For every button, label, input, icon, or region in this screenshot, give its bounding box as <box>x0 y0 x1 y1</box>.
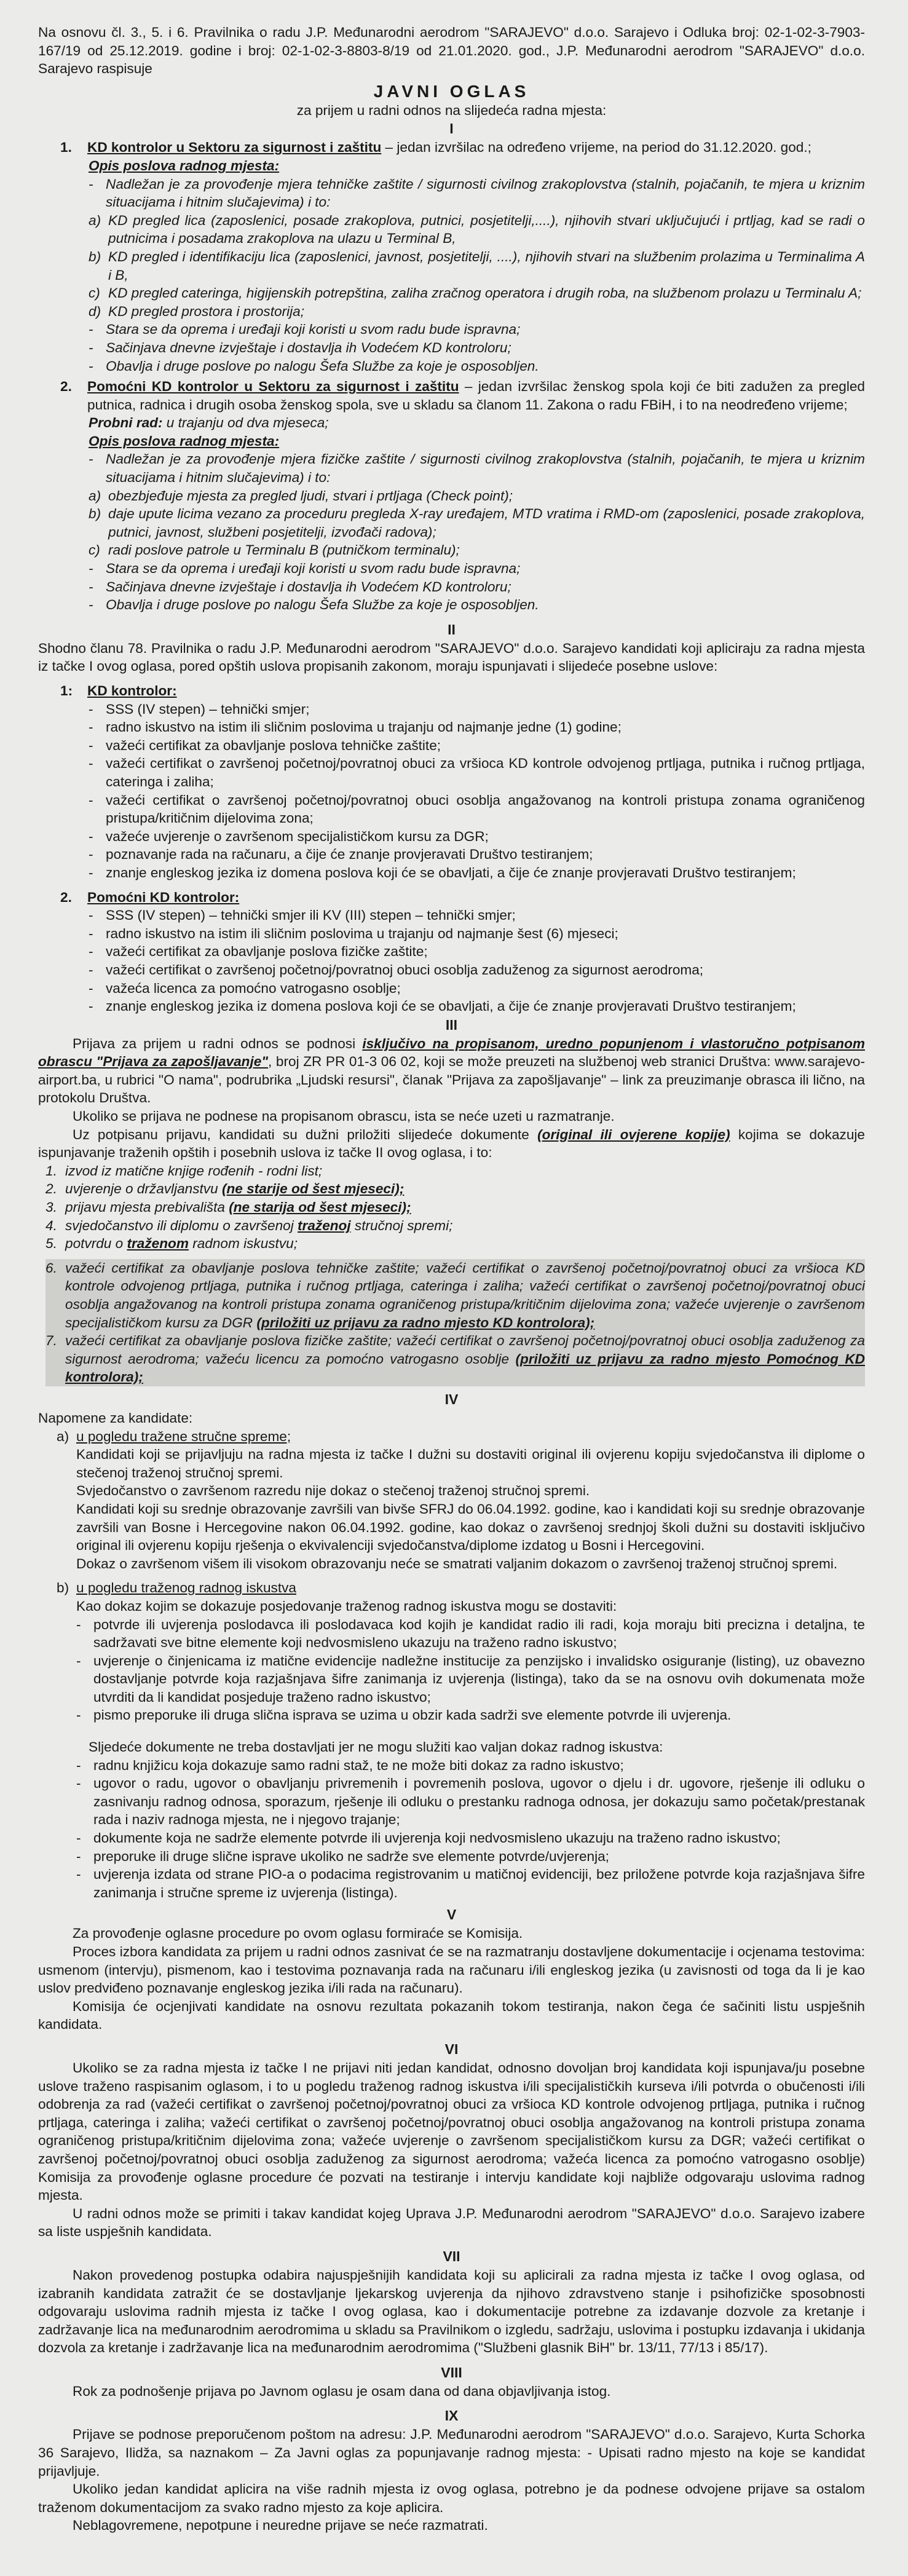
section-ix-paragraph: Neblagovremene, nepotpune i neuredne prijave se neće razmatrati. <box>73 2518 488 2534</box>
section-v-paragraph: Komisija će ocjenjivati kandidate na osnovu rezultata pokazanih tokom testiranja, nakon čega će sačiniti listu uspješnih kandidata. <box>38 1998 865 2033</box>
invalid-proof-item: - uvjerenja izdata od strane PIO-a o podacima registrovanim u matičnoj evidenciji, bez priložene potvrde koja razjašnjava šifre zanimanja i stručne spreme iz uvjerenja (listinga). <box>76 1867 865 1900</box>
note-b-item: - pismo preporuke ili druga slična isprava se uzima u obzir kada sadrži sve elemente potvrde ili uvjerenja. <box>76 1707 732 1723</box>
duties-2-heading: Opis poslova radnog mjesta: <box>89 433 280 449</box>
duties-1-item: a) KD pregled lica (zaposlenici, posade zrakoplova, putnici, posjetitelji,....), njihovih stvari uključujući i prtljag, kad se radi o putnicima i posadama zrakoplova na ulazu u Terminal B, <box>89 212 865 247</box>
req-2-item: - važeća licenca za pomoćno vatrogasno osoblje; <box>89 980 401 996</box>
duties-2-item: b) daje upute licima vezano za proceduru pregleda X-ray uređajem, MTD vratima i RMD-om (zaposlenici, posade zrakoplova, putnici, javnost, službeni posjetitelji, izvođači radova); <box>89 506 865 540</box>
req-1-item: - važeći certifikat o završenoj početnoj/povratnoj obuci osoblja angažovanog na kontroli pristupa zonama ograničenog pristupa/kritičnim dijelovima zona; <box>89 792 865 826</box>
note-a-paragraph: Svjedočanstvo o završenom razredu nije dokaz o stečenoj traženoj stručnoj spremi. <box>76 1483 590 1499</box>
note-a-body <box>38 1445 865 1573</box>
section-v-heading: V <box>446 1906 457 1923</box>
document-item: 1. izvod iz matične knjige rođenih - rodni list; <box>45 1163 323 1179</box>
req-1-item: - radno iskustvo na istim ili sličnim poslovima u trajanju od najmanje jedne (1) godine; <box>89 719 622 735</box>
req-2-item: - važeći certifikat za obavljanje poslova fizičke zaštite; <box>89 944 428 960</box>
req-2: 2. Pomoćni KD kontrolor: <box>38 888 865 907</box>
req-1-item: - važeći certifikat za obavljanje poslova tehničke zaštite; <box>89 737 441 753</box>
document-item-6: 6. važeći certifikat za obavljanje poslova tehničke zaštite; važeći certifikat o završenoj početnoj/povratnoj obuci za vršioca KD kontrole odvojenog prtljaga, putnika i ručnog prtljaga, cateringa i zaliha; važeći certifikat o završenoj početnoj/povratnoj obuci osoblja angažovanog na kontroli pristupa zonama ograničenog pristupa/kritičnim dijelovima zona; važeće uvjerenje o završenom specijalističkom kursu za DGR (priložiti uz prijavu za radno mjesto KD kontrolora); <box>45 1259 865 1332</box>
duties-1-intro: - Nadležan je za provođenje mjera tehničke zaštite / sigurnosti civilnog zrakoplovstva (stalnih, pojačanih, te mjera u kriznim situacijama i hitnim slučajevima) i to: <box>89 176 865 210</box>
req-1-item: - poznavanje rada na računaru, a čije će znanje provjeravati Društvo testiranjem; <box>89 847 593 863</box>
section-ix-paragraph: Prijave se podnose preporučenom poštom na adresu: J.P. Međunarodni aerodrom "SARAJEVO" d.o.o. Sarajevo, Kurta Schorka 36 Sarajevo, Ilidža, sa naznakom – Za Javni oglas za popunjavanje radnog mjesta: - Upisati radno mjesto na koje se kandidat prijavljuje. <box>38 2427 865 2479</box>
note-a-paragraph: Kandidati koji su srednje obrazovanje završili van bivše SFRJ do 06.04.1992. godine, kao i kandidati koji su srednje obrazovanje završili van Bosne i Hercegovine nakon 06.04.1992. godine, kao dokaz o završenoj srednjoj školi dužni su dostaviti isključivo original ili ovjerenu kopiju rješenja o ekvivalenciji svjedočanstva/diplome izdatog u Bosni i Hercegovini. <box>76 1501 865 1554</box>
position-2-terms: – jedan izvršilac ženskog spola koji će biti zadužen za pregled putnica, radnica i drugih osoba ženskog spola, sve u skladu sa članom 11. Zakona o radu FBiH, i to na neodređeno vrijeme; <box>87 379 866 413</box>
notes-heading: Napomene za kandidate: <box>38 1410 193 1426</box>
note-a-paragraph: Dokaz o završenom višem ili visokom obrazovanju neće se smatrati valjanim dokazom o završenoj traženoj stručnoj spremi. <box>76 1555 838 1571</box>
duties-2-dash: - Stara se da oprema i uređaji koji koristi u svom radu bude ispravna; <box>89 561 521 577</box>
req-1-item: - važeće uvjerenje o završenom specijalističkom kursu za DGR; <box>89 828 489 844</box>
duties-1-heading: Opis poslova radnog mjesta: <box>89 157 280 173</box>
duties-2-item: c) radi poslove patrole u Terminalu B (putničkom terminalu); <box>89 542 460 558</box>
req-1-item: - znanje engleskog jezika iz domena poslova koji će se obavljati, a čije će znanje provjeravati Društvo testiranjem; <box>89 864 796 880</box>
req-1-title: KD kontrolor: <box>87 683 177 698</box>
position-1-number: 1. <box>60 140 72 156</box>
application-form-paragraph: Prijava za prijem u radni odnos se podnosi isključivo na propisanom, uredno popunjenom i vlastoručno potpisanom obrascu "Prijava za zapošljavanje", broj ZR PR 01-3 06 02, koji se može preuzeti na službenoj web stranici Društva: www.sarajevo-airport.ba, u rubrici "O nama", podrubrika „Ljudski resursi", članak "Prijava za zapošljavanje" – link za preuzimanje obrasca ili lično, na protokolu Društva. <box>38 1035 866 1106</box>
duties-2-dash: - Sačinjava dnevne izvještaje i dostavlja ih Vodećem KD kontroloru; <box>89 579 511 595</box>
note-b-item: - uvjerenje o činjenicama iz matične evidencije nadležne institucije za penzijsko i invalidsko osiguranje (listing), uz obavezno dostavljanje potvrde koja razjašnjava šifre zanimanja iz uvjerenja (listinga), tako da se na osnovu ovih dokumenata može utvrditi da li kandidat posjeduje traženo radno iskustvo; <box>76 1653 865 1705</box>
section-i-heading: I <box>449 121 454 137</box>
section-vi-paragraph: Ukoliko se za radna mjesta iz tačke I ne prijavi niti jedan kandidat, odnosno dovoljan broj kandidata koji ispunjava/ju posebne uslove traženo raspisanim oglasom, i to u pogledu traženog radnog iskustva i/ili specijalističkih kurseva i/ili potvrda o obučenosti i/ili odobrenja za rad (važeći certifikat o završenoj početnoj/povratnoj obuci za vršioca KD kontrole odvojenog prtljaga, putnika i ručnog prtljaga, cateringa i zaliha; važeći certifikat o završenoj početnoj/povratnoj obuci osoblja angažovanog na kontroli pristupa zonama ograničenog pristupa/kritičnim dijelovima zona; važeće uvjerenje o završenom specijalističkom kursu za DGR; važeći certifikat o završenoj početnoj/povratnoj obuci osoblja zaduženog za sigurnost aerodroma; važeća licenca za pomoćno vatrogasno osoblje) Komisija za provođenje oglasne procedure će pozvati na testiranje i intervju kandidate koji najbliže odgovaraju uslovima radnog mjesta. <box>38 2060 865 2203</box>
section-ii-intro: Shodno članu 78. Pravilnika o radu J.P. Međunarodni aerodrom "SARAJEVO" d.o.o. Sarajevo kandidati koji apliciraju za radna mjesta iz tačke I ovog oglasa, pored opštih uslova propisanih zakonom, moraju ispunjavati i slijedeće posebne uslove: <box>38 640 865 674</box>
duties-1-item: b) KD pregled i identifikaciju lica (zaposlenici, javnost, posjetitelji, ....), njihovih stvari na službenim prolazima u Terminalima A i B, <box>89 248 865 283</box>
section-vi-paragraph: U radni odnos može se primiti i takav kandidat kojeg Uprava J.P. Međunarodni aerodrom "SARAJEVO" d.o.o. Sarajevo izabere sa liste uspješnih kandidata. <box>38 2205 865 2240</box>
position-1-title: KD kontrolor u Sektoru za sigurnost i zaštitu <box>87 140 382 156</box>
req-2-item: - znanje engleskog jezika iz domena poslova koji će se obavljati, a čije će znanje provjeravati Društvo testiranjem; <box>89 998 796 1014</box>
section-viii-heading: VIII <box>441 2364 462 2380</box>
duties-2-item: a) obezbjeđuje mjesta za pregled ljudi, stvari i prtljaga (Check point); <box>89 488 513 504</box>
document-item-7: 7. važeći certifikat za obavljanje poslova fizičke zaštite; važeći certifikat o završenoj početnoj/povratnoj obuci osoblja zaduženog za sigurnost aerodroma; važeću licencu za pomoćno vatrogasno osoblje (priložiti uz prijavu za radno mjesto Pomoćnog KD kontrolora); <box>45 1332 865 1386</box>
invalid-proof-item: - preporuke ili druge slične isprave ukoliko ne sadrže sve elemente potvrde/uvjerenja; <box>76 1848 609 1864</box>
section-iv-heading: IV <box>444 1391 459 1407</box>
invalid-proof-intro: Sljedeće dokumente ne treba dostavljati jer ne mogu služiti kao valjan dokaz radnog iskustva: <box>89 1739 663 1755</box>
position-2-number: 2. <box>60 379 72 395</box>
ad-subtitle: za prijem u radni odnos na slijedeća radna mjesta: <box>296 102 607 118</box>
form-requirement-note: Ukoliko se prijava ne podnese na propisanom obrascu, ista se neće uzeti u razmatranje. <box>73 1108 615 1124</box>
invalid-proof-item: - radnu knjižicu koja dokazuje samo radni staž, te ne može biti dokaz za radno iskustvo; <box>76 1757 624 1773</box>
intro-paragraph: Na osnovu čl. 3., 5. i 6. Pravilnika o radu J.P. Međunarodni aerodrom "SARAJEVO" d.o.o. Sarajevo i Odluka broj: 02-1-02-3-7903-167/19 od 25.12.2019. godine i broj: 02-1-02-3-8803-8/19 od 21.01.2020. god., J.P. Međunarodni aerodrom "SARAJEVO" d.o.o. Sarajevo raspisuje <box>38 25 865 77</box>
duties-1-item: d) KD pregled prostora i prostorija; <box>89 303 304 319</box>
duties-2-dash: - Obavlja i druge poslove po nalogu Šefa Službe za koje je osposobljen. <box>89 597 539 613</box>
duties-2-intro: - Nadležan je za provođenje mjera fizičke zaštite / sigurnosti civilnog zrakoplovstva (stalnih, pojačanih, te mjera u kriznim situacijama i hitnim slučajevima) i to: <box>89 451 865 486</box>
note-a-paragraph: Kandidati koji se prijavljuju na radna mjesta iz tačke I dužni su dostaviti original ili ovjerenu kopiju svjedočanstva ili diplome o stečenoj traženoj stručnoj spremi. <box>76 1447 865 1480</box>
documents-list <box>38 1162 865 1386</box>
note-b-title: u pogledu traženog radnog iskustva <box>76 1580 296 1596</box>
invalid-proof-item: - ugovor o radu, ugovor o obavljanju privremenih i povremenih poslova, ugovor o djelu i dr. ugovore, rješenje ili odluku o zasnivanju radnog odnosa, sporazum, rješenje ili odluku o prestanku radnoga odnosa, jer dokazuju samo početak/prestanak rada i naziv radnoga mjesta, ne i njegovo trajanje; <box>76 1776 865 1828</box>
req-2-title: Pomoćni KD kontrolor: <box>87 889 240 905</box>
req-1-item: - SSS (IV stepen) – tehnički smjer; <box>89 701 310 717</box>
section-vii-paragraph: Nakon provedenog postupka odabira najuspješnijih kandidata koji su aplicirali za radna mjesta iz tačke I ovog oglasa, od izabranih kandidata zatražit će se dostavljanje ljekarskog uvjerenja da njihovo zdravstveno stanje i psihofizičke sposobnosti odgovaraju uslovima radnih mjesta iz tačke I ovog oglasa, kao i dokumentacije potrebne za izdavanje dozvole za kretanje i zadržavanje lica na međunarodnim aerodromima u skladu sa Pravilnikom o izgledu, sadržaju, uslovima i postupku izdavanja i ukidanja dozvola za kretanje i zadržavanje lica na međunarodnim aerodromima ("Službeni glasnik BiH" br. 13/11, 77/13 i 85/17). <box>38 2267 865 2356</box>
note-b-body <box>38 1597 865 1902</box>
req-1-item: - važeći certifikat o završenoj početnoj/povratnoj obuci za vršioca KD kontrole odvojenog prtljaga, putnika i ručnog prtljaga, cateringa i zaliha; <box>89 756 865 789</box>
req-2-list <box>38 906 865 1016</box>
document-item: 4. svjedočanstvo ili diplomu o završenoj traženoj stručnoj spremi; <box>45 1217 453 1233</box>
position-2-duties <box>38 432 865 614</box>
section-ix-paragraph: Ukoliko jedan kandidat aplicira na više radnih mjesta iz ovog oglasa, potrebno je da podnese odvojene prijave sa ostalom traženom dokumentacijom za svako radno mjesto za koje aplicira. <box>38 2481 865 2515</box>
ad-title: JAVNI OGLAS <box>373 81 530 101</box>
document-item: 5. potvrdu o traženom radnom iskustvu; <box>45 1236 298 1252</box>
duties-1-dash: - Obavlja i druge poslove po nalogu Šefa Službe za koje je osposobljen. <box>89 358 539 374</box>
probation: Probni rad: u trajanju od dva mjeseca; <box>89 415 329 431</box>
section-iii-heading: III <box>445 1016 458 1033</box>
position-1 <box>38 138 865 157</box>
duties-1-item: c) KD pregled cateringa, higijenskih potrepština, zaliha zračnog operatora i drugih roba, na službenom prolazu u Terminalu A; <box>89 285 862 301</box>
position-1-terms: – jedan izvršilac na određeno vrijeme, na period do 31.12.2020. god.; <box>381 140 811 156</box>
note-b: b) u pogledu traženog radnog iskustva <box>38 1579 865 1597</box>
section-ii-heading: II <box>448 621 456 638</box>
req-2-item: - SSS (IV stepen) – tehnički smjer ili KV (III) stepen – tehnički smjer; <box>89 907 516 923</box>
duties-1-dash: - Sačinjava dnevne izvještaje i dostavlja ih Vodećem KD kontroloru; <box>89 339 511 355</box>
section-vii-heading: VII <box>443 2248 460 2264</box>
invalid-proof-item: - dokumente koja ne sadrže elemente potvrde ili uvjerenja koji nedvosmisleno ukazuju na traženo radno iskustvo; <box>76 1830 781 1846</box>
position-1-duties <box>38 157 865 375</box>
req-2-item: - radno iskustvo na istim ili sličnim poslovima u trajanju od najmanje šest (6) mjeseci; <box>89 925 618 941</box>
note-b-intro: Kao dokaz kojim se dokazuje posjedovanje traženog radnog iskustva mogu se dostaviti: <box>76 1598 617 1614</box>
section-v-paragraph: Proces izbora kandidata za prijem u radni odnos zasnivat će se na razmatranju dostavljene dokumentacije i ocjenama testovima: usmenom (intervju), pismenom, kao i testovima poznavanja rada na računaru i/ili engleskog jezika (u zavisnosti od toga da li je kao uslov predviđeno poznavanje engleskog jezika i/ili rada na računaru). <box>38 1944 865 1996</box>
documents-intro: Uz potpisanu prijavu, kandidati su dužni priložiti slijedeće dokumente (original ili ovjerene kopije) kojima se dokazuje ispunjavanje traženih opštih i posebnih uslova iz tačke II ovog oglasa, i to: <box>38 1126 865 1161</box>
section-ix-heading: IX <box>444 2408 459 2424</box>
section-v-paragraph: Za provođenje oglasne procedure po ovom oglasu formiraće se Komisija. <box>73 1926 523 1942</box>
section-vi-heading: VI <box>444 2041 459 2057</box>
req-2-item: - važeći certifikat o završenoj početnoj/povratnoj obuci osoblja zaduženog za sigurnost aerodroma; <box>89 962 704 978</box>
section-viii-paragraph: Rok za podnošenje prijava po Javnom oglasu je osam dana od dana objavljivanja istog. <box>73 2383 611 2399</box>
position-2-title: Pomoćni KD kontrolor u Sektoru za sigurnost i zaštitu <box>87 379 459 395</box>
document-item: 2. uvjerenje o državljanstvu (ne starije od šest mjeseci); <box>45 1181 405 1197</box>
position-2 <box>38 377 865 414</box>
document-item: 3. prijavu mjesta prebivališta (ne starija od šest mjeseci); <box>45 1199 411 1215</box>
note-a-title: u pogledu tražene stručne spreme; <box>76 1428 291 1444</box>
duties-1-dash: - Stara se da oprema i uređaji koji koristi u svom radu bude ispravna; <box>89 322 521 338</box>
note-a: a) u pogledu tražene stručne spreme; <box>38 1428 865 1446</box>
req-1-list <box>38 700 865 882</box>
note-b-item: - potvrde ili uvjerenja poslodavca ili poslodavaca kod kojih je kandidat radio ili radi, koja moraju biti precizna i detaljna, te sadržavati sve bitne elemente koji nedvosmisleno ukazuju na traženo radno iskustvo; <box>76 1616 865 1651</box>
req-1: 1: KD kontrolor: <box>38 682 865 700</box>
